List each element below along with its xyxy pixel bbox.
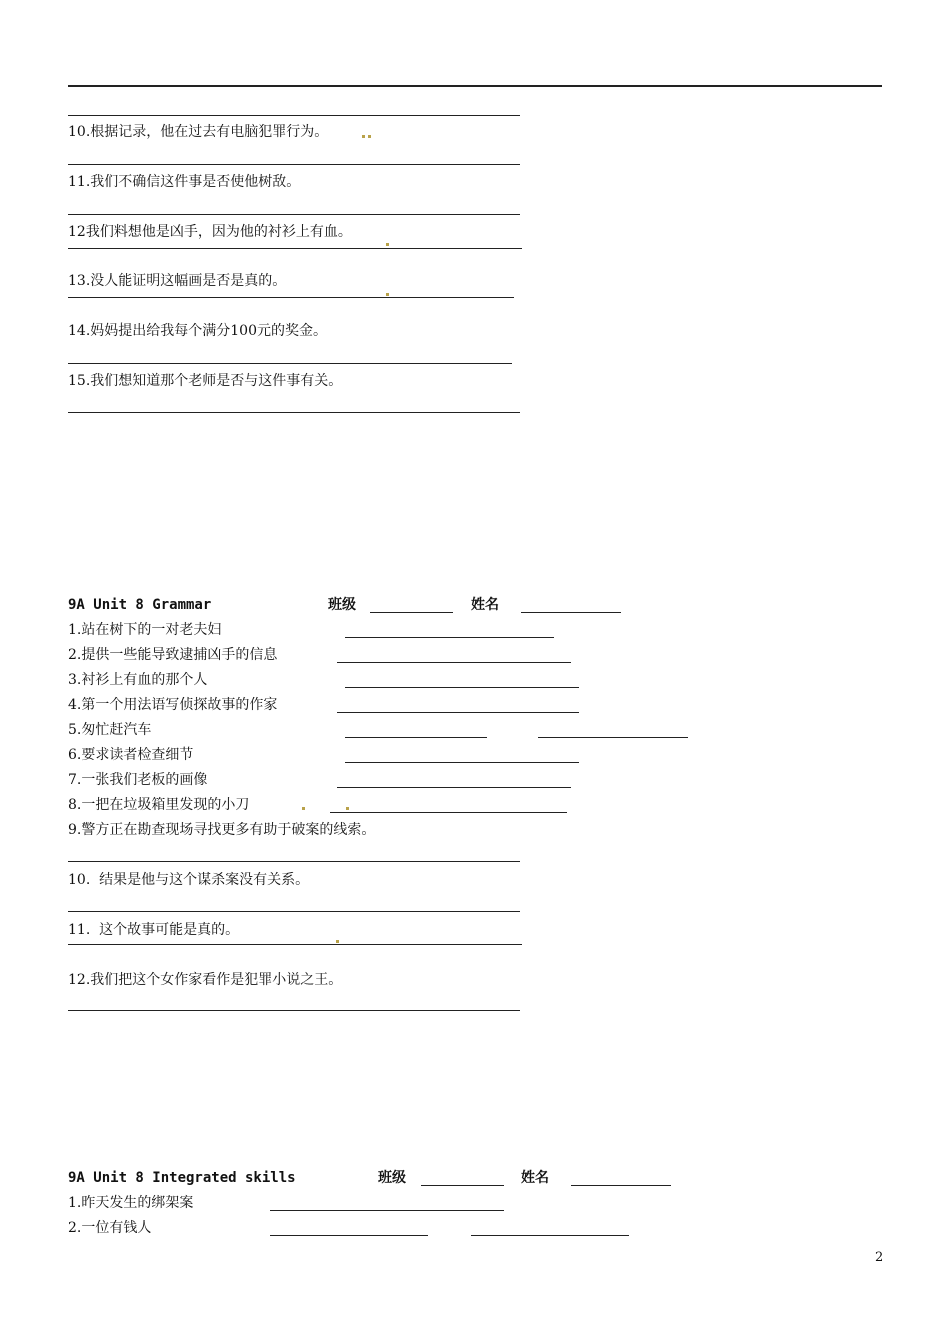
answer-line[interactable] — [337, 662, 571, 663]
name-label: 姓名 — [471, 597, 499, 613]
phrase-item: 8.一把在垃圾箱里发现的小刀 — [68, 797, 250, 813]
marker-dot — [362, 135, 365, 138]
answer-line[interactable] — [68, 164, 520, 165]
class-field[interactable] — [370, 612, 453, 613]
name-field[interactable] — [521, 612, 621, 613]
name-label: 姓名 — [521, 1170, 549, 1186]
answer-line[interactable] — [68, 911, 520, 912]
answer-line[interactable] — [345, 687, 579, 688]
question-text: 15.我们想知道那个老师是否与这件事有关。 — [68, 373, 343, 389]
answer-line[interactable] — [68, 861, 520, 862]
answer-line[interactable] — [270, 1235, 428, 1236]
class-field[interactable] — [421, 1185, 504, 1186]
sentence-item: 12.我们把这个女作家看作是犯罪小说之王。 — [68, 972, 343, 988]
marker-dot — [336, 940, 339, 943]
marker-dot — [368, 135, 371, 138]
answer-line[interactable] — [68, 115, 520, 116]
class-label: 班级 — [328, 597, 356, 613]
header-rule — [68, 85, 882, 87]
answer-line[interactable] — [471, 1235, 629, 1236]
phrase-item: 5.匆忙赶汽车 — [68, 722, 152, 738]
answer-line[interactable] — [345, 637, 554, 638]
marker-dot — [386, 243, 389, 246]
question-text: 12我们料想他是凶手，因为他的衬衫上有血。 — [68, 224, 352, 240]
section-title: 9A Unit 8 Integrated skills — [68, 1170, 296, 1186]
sentence-item: 11. 这个故事可能是真的。 — [68, 922, 240, 938]
answer-line[interactable] — [330, 812, 567, 813]
phrase-item: 6.要求读者检查细节 — [68, 747, 194, 763]
marker-dot — [346, 807, 349, 810]
sentence-item: 9.警方正在勘查现场寻找更多有助于破案的线索。 — [68, 822, 376, 838]
phrase-item: 1.昨天发生的绑架案 — [68, 1195, 194, 1211]
section-title: 9A Unit 8 Grammar — [68, 597, 212, 613]
answer-line[interactable] — [68, 297, 514, 298]
answer-line[interactable] — [68, 214, 520, 215]
question-text: 10.根据记录，他在过去有电脑犯罪行为。 — [68, 124, 329, 140]
phrase-item: 3.衬衫上有血的那个人 — [68, 672, 208, 688]
page-number: 2 — [875, 1250, 884, 1265]
marker-dot — [302, 807, 305, 810]
marker-dot — [386, 293, 389, 296]
answer-line[interactable] — [68, 248, 522, 249]
answer-line[interactable] — [68, 412, 520, 413]
question-text: 13.没人能证明这幅画是否是真的。 — [68, 273, 287, 289]
answer-line[interactable] — [345, 762, 579, 763]
answer-line[interactable] — [68, 944, 522, 945]
answer-line[interactable] — [68, 1010, 520, 1011]
phrase-item: 2.一位有钱人 — [68, 1220, 152, 1236]
answer-line[interactable] — [538, 737, 688, 738]
answer-line[interactable] — [270, 1210, 504, 1211]
phrase-item: 2.提供一些能导致逮捕凶手的信息 — [68, 647, 278, 663]
answer-line[interactable] — [337, 787, 571, 788]
class-label: 班级 — [378, 1170, 406, 1186]
phrase-item: 7.一张我们老板的画像 — [68, 772, 208, 788]
answer-line[interactable] — [68, 363, 512, 364]
question-text: 14.妈妈提出给我每个满分100元的奖金。 — [68, 323, 327, 339]
sentence-item: 10. 结果是他与这个谋杀案没有关系。 — [68, 872, 310, 888]
phrase-item: 1.站在树下的一对老夫妇 — [68, 622, 222, 638]
phrase-item: 4.第一个用法语写侦探故事的作家 — [68, 697, 278, 713]
question-text: 11.我们不确信这件事是否使他树敌。 — [68, 174, 301, 190]
answer-line[interactable] — [345, 737, 487, 738]
name-field[interactable] — [571, 1185, 671, 1186]
answer-line[interactable] — [337, 712, 579, 713]
